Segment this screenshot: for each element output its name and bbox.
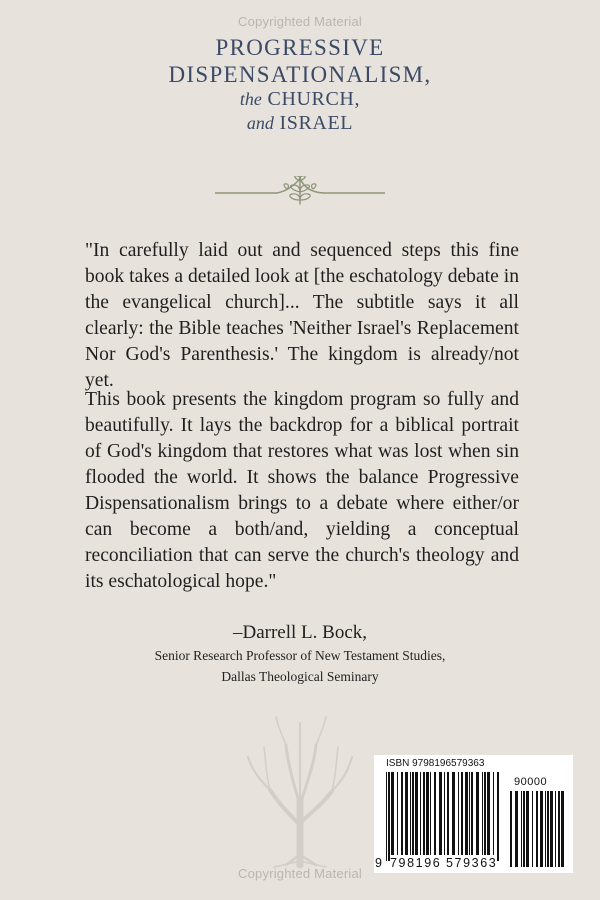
barcode-bar: [484, 772, 486, 855]
title-line-1: PROGRESSIVE: [215, 35, 385, 60]
isbn-barcode: [374, 755, 573, 873]
barcode-bar: [497, 772, 499, 861]
barcode-bar: [461, 772, 463, 855]
watermark-top: Copyrighted Material: [238, 14, 362, 29]
barcode-bar: [471, 772, 473, 855]
leaf-ornament-icon: [215, 176, 385, 210]
barcode-bar: [415, 772, 418, 855]
price-code: 90000: [514, 776, 548, 788]
barcode-bar: [430, 772, 431, 855]
barcode-bar: [521, 791, 522, 867]
book-title: [0, 34, 600, 135]
barcode-bar: [434, 772, 436, 855]
barcode-bar: [487, 772, 490, 855]
barcode-bar: [482, 772, 483, 855]
title-line-2: DISPENSATIONALISM,: [168, 62, 432, 88]
barcode-bar: [444, 772, 445, 855]
title-israel: ISRAEL: [279, 111, 354, 134]
barcode-bar: [561, 791, 564, 867]
barcode-bar: [397, 772, 398, 855]
barcode-bar: [447, 772, 449, 855]
barcode-bar: [420, 772, 421, 855]
tree-icon: [230, 705, 370, 870]
barcode-bar: [405, 772, 408, 855]
barcode-bar: [523, 791, 525, 867]
barcode-bar: [388, 772, 390, 861]
barcode-bar: [555, 791, 556, 867]
barcode-bar: [439, 772, 442, 855]
barcode-bar: [545, 791, 546, 867]
title-line-4: [0, 112, 600, 136]
barcode-bar: [550, 791, 553, 867]
title-line-3: [0, 88, 600, 112]
endorser-title: Senior Research Professor of New Testament Studies,: [154, 648, 446, 663]
barcode-bar: [458, 772, 459, 855]
barcode-digits-left: 798196: [390, 856, 442, 870]
barcode-bar: [469, 772, 470, 855]
endorser-institution: Dallas Theological Seminary: [221, 669, 379, 684]
watermark-bottom: Copyrighted Material: [238, 866, 362, 881]
barcode-bar: [465, 772, 468, 855]
barcode-bar: [426, 772, 429, 855]
barcode-bar: [410, 772, 411, 855]
barcode-bar: [558, 791, 560, 867]
barcode-bar: [547, 791, 549, 867]
barcode-bar: [536, 791, 538, 867]
barcode-bar: [515, 791, 518, 867]
barcode-digits-right: 579363: [446, 856, 498, 870]
barcode-bar: [386, 772, 387, 861]
title-the: the: [239, 89, 262, 110]
barcode-bar: [412, 772, 414, 855]
endorsement-paragraph-1: "In carefully laid out and sequenced steps this fine book takes a detailed look at [the eschatology debate in the evangelical church]... The subtitle says it all clearly: the Bible teaches 'Neither Israel's Replacement Nor God's Parenthesis.' The kingdom is already/not yet.: [85, 240, 519, 391]
endorser-name: –Darrell L. Bock,: [232, 622, 367, 643]
title-and: and: [246, 112, 274, 133]
barcode-bar: [526, 791, 529, 867]
barcode-digit-first: 9: [375, 856, 384, 870]
isbn-label: ISBN 9798196579363: [386, 758, 485, 769]
barcode-bar: [391, 772, 394, 855]
barcode-bar: [493, 772, 494, 855]
barcode-bar: [452, 772, 455, 855]
endorsement-paragraph-2: This book presents the kingdom program so fully and beautifully. It lays the backdrop for a biblical portrait of God's kingdom that restores what was lost when sin flooded the world. It shows the balance Progressive Dispensationalism brings to a debate where either/or can become a both/and, yielding a conceptual reconciliation that can serve the church's theology and its eschatological hope.": [85, 389, 519, 592]
barcode-bar: [532, 791, 533, 867]
barcode-bar: [510, 791, 512, 867]
barcode-bar: [401, 772, 403, 855]
barcode-bar: [476, 772, 479, 855]
title-church: CHURCH,: [267, 88, 361, 111]
barcode-bar: [540, 791, 543, 867]
barcode-bar: [423, 772, 425, 855]
